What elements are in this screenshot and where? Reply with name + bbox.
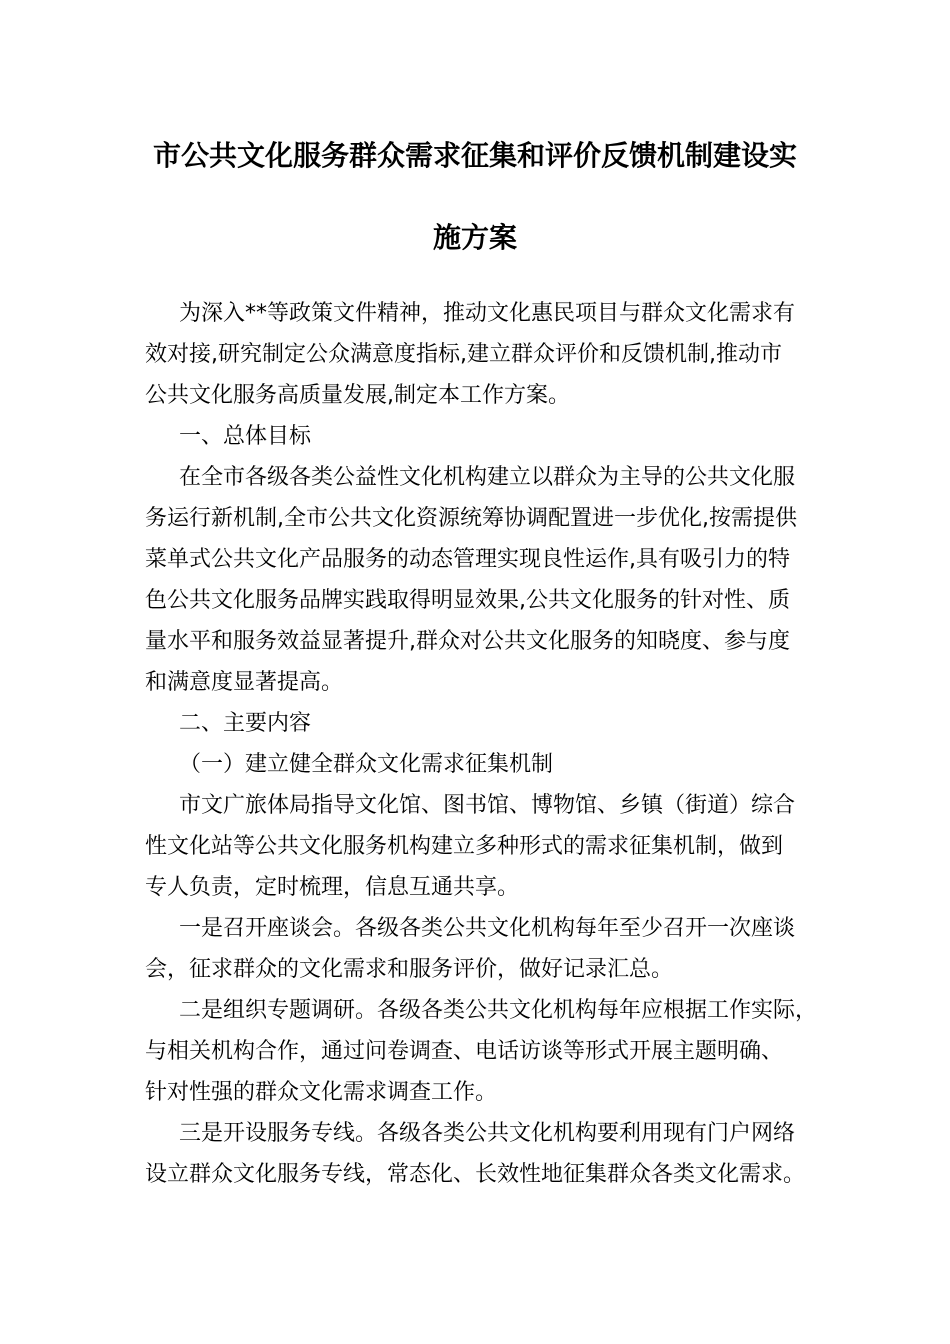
paragraph-line: 设立群众文化服务专线，常态化、长效性地征集群众各类文化需求。 <box>145 1162 806 1187</box>
paragraph-line: 务运行新机制,全市公共文化资源统筹协调配置进一步优化,按需提供 <box>145 506 797 531</box>
paragraph-line: 专人负责，定时梳理，信息互通共享。 <box>145 875 520 900</box>
paragraph-line: 菜单式公共文化产品服务的动态管理实现良性运作,具有吸引力的特 <box>145 547 790 572</box>
paragraph-line: 性文化站等公共文化服务机构建立多种形式的需求征集机制，做到 <box>145 834 784 859</box>
paragraph-line: 针对性强的群众文化需求调查工作。 <box>145 1080 498 1105</box>
document-title-line-2: 施方案 <box>432 221 517 254</box>
paragraph-line: 量水平和服务效益显著提升,群众对公共文化服务的知晓度、参与度 <box>145 629 790 654</box>
paragraph-line: 市文广旅体局指导文化馆、图书馆、博物馆、乡镇（街道）综合 <box>179 793 796 818</box>
paragraph-line: 一是召开座谈会。各级各类公共文化机构每年至少召开一次座谈 <box>179 916 796 941</box>
paragraph <box>145 744 825 785</box>
paragraph-line: 为深入**等政策文件精神，推动文化惠民项目与群众文化需求有 <box>179 301 796 326</box>
paragraph-line: 二是组织专题调研。各级各类公共文化机构每年应根据工作实际， <box>179 998 818 1023</box>
paragraph <box>145 908 825 990</box>
paragraph <box>145 990 825 1113</box>
paragraph <box>145 416 825 457</box>
paragraph-line: 会，征求群众的文化需求和服务评价，做好记录汇总。 <box>145 957 674 982</box>
paragraph-line: 和满意度显著提高。 <box>145 670 344 695</box>
paragraph-line: 与相关机构合作，通过问卷调查、电话访谈等形式开展主题明确、 <box>145 1039 784 1064</box>
document-title-line-1: 市公共文化服务群众需求征集和评价反馈机制建设实 <box>152 139 797 172</box>
paragraph <box>145 703 825 744</box>
paragraph <box>145 1113 825 1195</box>
paragraph <box>145 785 825 908</box>
paragraph-line: 色公共文化服务品牌实践取得明显效果,公共文化服务的针对性、质 <box>145 588 790 613</box>
paragraph <box>145 457 825 703</box>
paragraph-line: 三是开设服务专线。各级各类公共文化机构要利用现有门户网络 <box>179 1121 796 1146</box>
document-body <box>145 293 825 1195</box>
paragraph-line: 一、总体目标 <box>179 424 312 449</box>
paragraph-line: 二、主要内容 <box>179 711 312 736</box>
paragraph-line: 在全市各级各类公益性文化机构建立以群众为主导的公共文化服 <box>179 465 796 490</box>
paragraph <box>145 293 825 416</box>
paragraph-line: 效对接,研究制定公众满意度指标,建立群众评价和反馈机制,推动市 <box>145 342 782 367</box>
paragraph-line: 公共文化服务高质量发展,制定本工作方案。 <box>145 383 570 408</box>
paragraph-line: （一）建立健全群众文化需求征集机制 <box>179 752 554 777</box>
